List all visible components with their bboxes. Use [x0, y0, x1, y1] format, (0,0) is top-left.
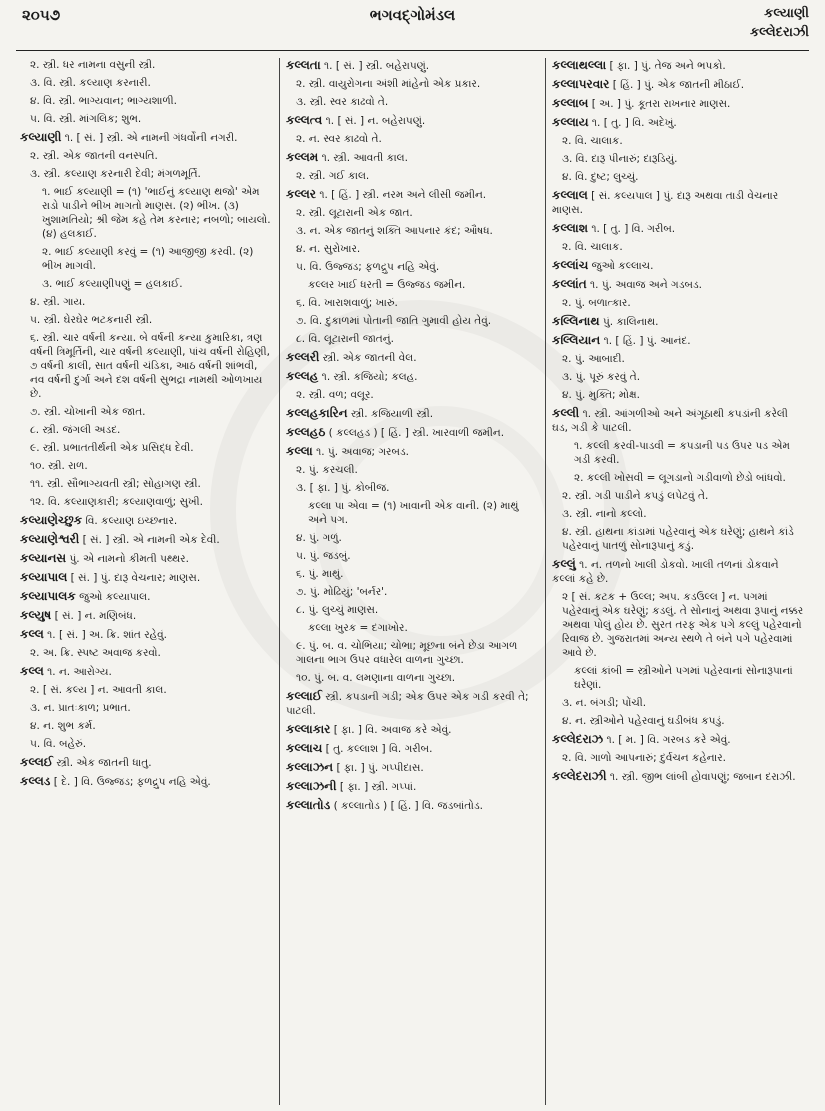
dictionary-entry: [20, 570, 273, 585]
entry-headword: કલ્લહકારિન: [286, 406, 348, 420]
entry-definition: ૧. [ સં. ] સ્ત્રી. બહેરાપણું.: [324, 60, 430, 72]
idiom-line: કલ્લર ખાઈ ધરતી = ઉજ્જડ જમીન.: [308, 279, 466, 291]
dictionary-entry: [552, 58, 805, 73]
entry-definition: [ સં. ] સ્ત્રી. એ નામની એક દેવી.: [82, 534, 220, 546]
sense-line: ૭. પું. મોઢિયું; 'બર્નર'.: [296, 586, 388, 598]
sense-line: ૫. વિ. બહેરું.: [30, 738, 87, 750]
entry-definition: ૧. સ્ત્રી. આવતી કાલ.: [321, 152, 408, 164]
idiom-line: ૧. ભાઈ કલ્યાણી = (૧) 'ભાઈનું કલ્યાણ થજો' એમ રાડો પાડીને ભીખ માગતો માણસ. (૨) ભીખ. (૩) ખુશામતિયો; શ્રી જેમ કહે તેમ કરનાર; નબળો; બાયલો. (૪) હલકાઈ.: [42, 186, 271, 240]
sense-line: ૩. ન. પ્રાતઃકાળ; પ્રભાત.: [30, 702, 131, 714]
dictionary-entry: [286, 58, 539, 73]
entry-headword: કલ્લાથલ્લા: [552, 58, 607, 72]
entry-definition: [ ફા. ] પું. ગપ્પીદાસ.: [336, 762, 424, 774]
entry-definition: [ સં. કલ્યપાલ ] પું. દારૂ અથવા તાડી વેચનાર માણસ.: [552, 190, 779, 216]
dictionary-entry: [552, 314, 805, 329]
dictionary-entry: [552, 115, 805, 130]
entry-definition: વિ. કલ્યાણ ઇચ્છનાર.: [85, 515, 178, 527]
sense-line: ૩. વિ. સ્ત્રી. કલ્યાણ કરનારી.: [30, 77, 151, 89]
entry-definition: [ હિં. ] પું. એક જાતની મીઠાઈ.: [612, 79, 745, 91]
entry-definition: જુઓ કલ્યાપાલ.: [79, 591, 151, 603]
dictionary-entry: [286, 760, 539, 775]
dictionary-entry: [552, 333, 805, 348]
entry-definition: ૧. [ તુ. ] વિ. ગરીબ.: [591, 223, 676, 235]
entry-headword: કલ્લાપરવાર: [552, 77, 610, 91]
dictionary-entry: [552, 258, 805, 273]
entry-definition: સ્ત્રી. કજિયાળી સ્ત્રી.: [350, 408, 434, 420]
dictionary-entry: [20, 551, 273, 566]
entry-definition: [ સં. ] પું. દારૂ વેચનાર; માણસ.: [70, 572, 201, 584]
sense-line: ૪. ન. સ્ત્રીઓને પહેરવાનું ઘડીબંધ કપડું.: [562, 715, 725, 727]
sense-line: ૩. પું. પૂરું કરવું તે.: [562, 371, 641, 383]
column-1: [14, 58, 279, 1105]
sense-line: ૯. પું. બ. વ. ચોભિયા; ચોભા; મૂછના બંને છેડા આગળ ગાલના ભાગ ઉપર વધારેલ વાળના ગુચ્છા.: [296, 640, 518, 666]
sense-line: ૬. પું. માથું.: [296, 568, 344, 580]
sense-line: ૨. પું. આબાદી.: [562, 353, 625, 365]
entry-definition: ૧. [ તુ. ] વિ. અદેખું.: [591, 117, 677, 129]
dictionary-entry: [552, 557, 805, 586]
entry-headword: કલ્લમ: [286, 150, 319, 164]
sense-line: ૩. ન. બંગડી; પોંચી.: [562, 697, 647, 709]
dictionary-entry: [286, 113, 539, 128]
guide-words: [750, 4, 809, 42]
entry-definition: ( કલ્લાતોડ ) [ હિં. ] વિ. જડબાંતોડ.: [333, 800, 483, 812]
sense-line: ૪. સ્ત્રી. ગાય.: [30, 296, 86, 308]
sense-line: ૨. સ્ત્રી. ગઈ કાલ.: [296, 170, 370, 182]
running-head-title: ભગવદ્ગોમંડલ: [369, 6, 456, 24]
dictionary-entry: [20, 755, 273, 770]
dictionary-entry: [552, 277, 805, 292]
sense-line: ૨. અ. ક્રિ. સ્પષ્ટ અવાજ કરવો.: [30, 647, 161, 659]
sense-line: ૨ [ સં. કટક + ઉલ્લ; અપ. કડઉલ્લ ] ન. પગમાં પહેરવાનું એક ઘરેણું; કડલું. તે સોનાનું અથવા રૂપાનું નક્કર અથવા પોલું હોય છે. સુરત તરફ એક પગે કલ્લું પહેરવાનો રિવાજ છે. ગુજરાતમાં અન્ય સ્થળે તે બંને પગે પહેરવામાં આવે છે.: [562, 591, 804, 659]
entry-definition: ૧. [ સં. ] સ્ત્રી. એ નામની ગંધર્વોની નગરી.: [64, 132, 238, 144]
entry-definition: ૧. [ સં. ] ન. બહેરાપણું.: [325, 115, 426, 127]
guide-word-last: કલ્લેદરાઝી: [749, 25, 809, 40]
sense-line: ૩. [ ફા. ] પું. કોબીજ.: [296, 482, 390, 494]
entry-headword: કલ્લહ: [286, 369, 319, 383]
idiom-line: ૨. ભાઈ કલ્યાણી કરવું = (૧) આજીજી કરવી. (૨) ભીખ માગવી.: [42, 246, 254, 272]
sense-line: ૨. ન. સ્વર કાઢવો તે.: [296, 133, 382, 145]
entry-headword: કલ્લા: [286, 444, 313, 458]
sense-line: ૪. વિ. દુષ્ટ; લુચ્ચું.: [562, 171, 639, 183]
dictionary-entry: [286, 779, 539, 794]
entry-headword: કલ્લ: [20, 627, 44, 641]
entry-headword: કલ્લેદરાઝ: [552, 732, 604, 746]
sense-line: ૪. પું. ગળું.: [296, 532, 342, 544]
sense-line: ૨. વિ. ગાળો આપનારું; દુર્વચન કહેનાર.: [562, 752, 726, 764]
sense-line: ૨. સ્ત્રી. એક જાતની વનસ્પતિ.: [30, 150, 158, 162]
sense-line: ૮. સ્ત્રી. જંગલી અડદ.: [30, 424, 121, 436]
dictionary-entry: [286, 444, 539, 459]
entry-headword: કલ્લ: [20, 664, 44, 678]
entry-headword: કલ્લત્વ: [286, 113, 323, 127]
dictionary-entry: [286, 187, 539, 202]
dictionary-entry: [20, 532, 273, 547]
sense-line: ૨. પું. કરચલી.: [296, 464, 358, 476]
entry-headword: કલ્લેદરાઝી: [552, 769, 607, 783]
dictionary-entry: [20, 608, 273, 623]
entry-headword: કલ્લાંત: [552, 277, 587, 291]
entry-definition: ૧. પું. અવાજ; ગરબડ.: [316, 446, 410, 458]
sense-line: ૬. સ્ત્રી. ચાર વર્ષની કન્યા. બે વર્ષની કન્યા કુમારિકા, ત્રણ વર્ષની ત્રિમૂર્તિની, ચાર વર્ષની કલ્યાણી, પાંચ વર્ષની રોહિણી, ૭ વર્ષની કાલી, સાત વર્ષની ચંડિકા, આઠ વર્ષની શાંભવી, નવ વર્ષની દુર્ગા અને દશ વર્ષની સુભદ્રા નામથી ઓળખાય છે.: [30, 332, 270, 400]
entry-headword: કલ્લતા: [286, 58, 321, 72]
entry-headword: કલ્લહઠ: [286, 425, 326, 439]
sense-line: ૨. સ્ત્રી. ગડી પાડીને કપડું લપેટવું તે.: [562, 490, 709, 502]
dictionary-entry: [286, 741, 539, 756]
dictionary-entry: [286, 406, 539, 421]
entry-definition: સ્ત્રી. કપડાની ગડી; એક ઉપર એક ગડી કરવી તે; પાટલી.: [286, 691, 529, 717]
sense-line: ૨. વિ. ચાલાક.: [562, 241, 623, 253]
dictionary-entry: [286, 150, 539, 165]
entry-definition: ૧. સ્ત્રી. જીભ લાંબી હોવાપણું; જબાન દરાઝી.: [609, 771, 796, 783]
sense-line: ૨. વિ. ચાલાક.: [562, 135, 623, 147]
entry-headword: કલ્યુષ: [20, 608, 52, 622]
dictionary-entry: [552, 221, 805, 236]
entry-headword: કલ્લાય: [552, 115, 589, 129]
entry-headword: કલ્લિનાથ: [552, 314, 600, 328]
entry-headword: કલ્લાઈ: [286, 689, 322, 703]
dictionary-entry: [552, 96, 805, 111]
dictionary-entry: [20, 664, 273, 679]
entry-definition: સ્ત્રી. એક જાતની ધાતુ.: [56, 757, 152, 769]
entry-headword: કલ્યાણી: [20, 130, 62, 144]
sense-line: ૧૧. સ્ત્રી. સૌભાગ્યવતી સ્ત્રી; સોહાગણ સ્ત્રી.: [30, 478, 201, 490]
entry-headword: કલ્લરી: [286, 350, 320, 364]
entry-headword: કલ્યાણેચ્છુક: [20, 513, 83, 527]
entry-headword: કલ્યાપાલક: [20, 589, 76, 603]
entry-headword: કલ્લાશ: [552, 221, 588, 235]
entry-definition: [ તુ. કલ્લાશ ] વિ. ગરીબ.: [325, 743, 433, 755]
entry-headword: કલ્લાઝની: [286, 779, 337, 793]
dictionary-entry: [20, 513, 273, 528]
sense-line: ૩. ન. એક જાતનું શક્તિ આપનાર કંદ; ઔષધ.: [296, 225, 493, 237]
entry-definition: ૧. ન. તળનો ખાલી ડોકવો. ખાલી તળનાં ડોકવાને કલ્લાં કહે છે.: [552, 559, 779, 585]
entry-definition: સ્ત્રી. એક જાતની વેલ.: [322, 352, 417, 364]
entry-definition: જુઓ કલ્લાચ.: [591, 260, 654, 272]
entry-definition: ( કલ્લહડ ) [ હિં. ] સ્ત્રી. ખારવાળી જમીન.: [328, 427, 505, 439]
sense-line: ૨. સ્ત્રી. વળ; વલૂર.: [296, 389, 374, 401]
entry-definition: ૧. [ સં. ] અ. ક્રિ. શાંત રહેવું.: [47, 629, 167, 641]
sense-line: ૩. સ્ત્રી. કલ્યાણ કરનારી દેવી; મંગળમૂર્તિ.: [30, 168, 201, 180]
dictionary-entry: [552, 406, 805, 435]
entry-definition: [ ફા. ] સ્ત્રી. ગપ્પાં.: [339, 781, 417, 793]
dictionary-entry: [552, 769, 805, 784]
sense-line: ૪. ન. શુભ કર્મ.: [30, 720, 96, 732]
entry-headword: કલ્યાપાલ: [20, 570, 68, 584]
entry-definition: ૧. [ હિં. ] પું. આનંદ.: [603, 335, 691, 347]
sense-line: ૩. વિ. દારૂ પીનારું; દારૂડિયું.: [562, 153, 678, 165]
idiom-line: કલ્લાં કાંબી = સ્ત્રીઓને પગમાં પહેરવાનાં સોનારૂપાનાં ઘરેણાં.: [574, 665, 793, 691]
entry-definition: પું. એ નામનો કીમતી પથ્થર.: [69, 553, 189, 565]
entry-headword: કલ્લાંચ: [552, 258, 589, 272]
sense-line: ૨. [ સં. કલ્ય ] ન. આવતી કાલ.: [30, 684, 167, 696]
entry-headword: કલ્લાલ: [552, 188, 588, 202]
entry-headword: કલ્લાબ: [552, 96, 589, 110]
idiom-line: કલ્લા પા એવા = (૧) ખાવાની એક વાની. (૨) માથું અને પગ.: [308, 500, 519, 526]
page-header: [0, 0, 825, 58]
entry-definition: પું. કાલિનાથ.: [602, 316, 659, 328]
entry-headword: કલ્યાણેશ્વરી: [20, 532, 80, 546]
dictionary-columns: [14, 58, 811, 1105]
sense-line: ૯. સ્ત્રી. પ્રભાતતીર્થની એક પ્રસિદ્ધ દેવી.: [30, 442, 194, 454]
sense-line: ૬. વિ. ખારાશવાળું; ખારું.: [296, 297, 398, 309]
dictionary-entry: [20, 627, 273, 642]
sense-line: ૨. સ્ત્રી. લૂટારાની એક જાત.: [296, 207, 413, 219]
sense-line: ૧૦. પું. બ. વ. લમણાના વાળના ગુચ્છા.: [296, 672, 456, 684]
dictionary-entry: [552, 188, 805, 217]
entry-definition: [ ફા. ] પું. તેજ અને ભપકો.: [609, 60, 726, 72]
entry-definition: ૧. ન. આરોગ્ય.: [47, 666, 112, 678]
entry-headword: કલ્લડ: [20, 774, 51, 788]
entry-definition: [ દે. ] વિ. ઉજ્જડ; ફળદ્રુપ નહિ એવું.: [53, 776, 211, 788]
sense-line: ૫. વિ. સ્ત્રી. માંગલિક; શુભ.: [30, 113, 142, 125]
sense-line: ૪. ન. સુરોખાર.: [296, 243, 361, 255]
dictionary-entry: [286, 689, 539, 718]
entry-headword: કલ્લઈ: [20, 755, 54, 769]
guide-word-first: કલ્યાણી: [764, 6, 809, 21]
entry-definition: ૧. સ્ત્રી. કજિયો; કલહ.: [321, 371, 418, 383]
sense-line: ૩. સ્ત્રી. નાનો કલ્લો.: [562, 508, 647, 520]
idiom-line: ૨. કલ્લી ખોસવી = લૂગડાનો ગડીવાળો છેડો બાંધવો.: [574, 472, 786, 484]
sense-line: ૪. વિ. સ્ત્રી. ભાગ્યવાન; ભાગ્યશાળી.: [30, 95, 178, 107]
entry-definition: ૧. [ મ. ] વિ. ગરબડ કરે એવું.: [606, 734, 731, 746]
dictionary-entry: [20, 589, 273, 604]
page-number: ૨૦૫૭: [22, 6, 61, 24]
sense-line: ૭. સ્ત્રી. ચોખાની એક જાત.: [30, 406, 146, 418]
entry-definition: ૧. સ્ત્રી. આંગળીઓ અને અંગૂઠાથી કપડાંની કરેલી ઘડ, ગડી કે પાટલી.: [552, 408, 788, 434]
entry-headword: કલ્લાકાર: [286, 722, 331, 736]
entry-definition: [ ફા. ] વિ. અવાજ કરે એવું.: [333, 724, 452, 736]
entry-headword: કલ્લાઝન: [286, 760, 334, 774]
sense-line: ૮. વિ. લૂટારાની જાતનું.: [296, 333, 394, 345]
dictionary-entry: [20, 774, 273, 789]
entry-headword: કલ્યાનસ: [20, 551, 67, 565]
idiom-line: ૩. ભાઈ કલ્યાણીપણું = હલકાઈ.: [42, 278, 183, 290]
entry-headword: કલ્લી: [552, 406, 580, 420]
entry-headword: કલ્લર: [286, 187, 316, 201]
sense-line: ૨. પું. બળાત્કાર.: [562, 297, 631, 309]
sense-line: ૮. પું. લુચ્ચું માણસ.: [296, 604, 379, 616]
entry-headword: કલ્લાચ: [286, 741, 323, 755]
sense-line: ૫. પું. જડબું.: [296, 550, 351, 562]
dictionary-entry: [20, 130, 273, 145]
header-rule: [16, 50, 809, 51]
column-3: [545, 58, 811, 1105]
entry-definition: [ સં. ] ન. મણિબંધ.: [54, 610, 137, 622]
entry-definition: ૧. પું. અવાજ અને ગડબડ.: [590, 279, 703, 291]
entry-headword: કલ્લાતોડ: [286, 798, 331, 812]
dictionary-entry: [286, 425, 539, 440]
sense-line: ૫. સ્ત્રી. ઘેરઘેર ભટકનારી સ્ત્રી.: [30, 314, 153, 326]
dictionary-entry: [286, 722, 539, 737]
entry-headword: કલ્લું: [552, 557, 576, 571]
sense-line: ૭. વિ. દુકાળમાં પોતાની જાતિ ગુમાવી હોય તેવું.: [296, 315, 492, 327]
dictionary-entry: [552, 77, 805, 92]
idiom-line: કલ્લા ખુરક = દગાખોર.: [308, 622, 408, 634]
sense-line: ૧૦. સ્ત્રી. રાળ.: [30, 460, 88, 472]
entry-definition: ૧. [ હિં. ] સ્ત્રી. નરમ અને લીસી જમીન.: [319, 189, 487, 201]
sense-line: ૫. વિ. ઉજ્જડ; ફળદ્રુપ નહિ એવું.: [296, 261, 440, 273]
entry-definition: [ અ. ] પું. કૂતરા રાખનાર માણસ.: [591, 98, 731, 110]
dictionary-entry: [286, 798, 539, 813]
sense-line: ૪. સ્ત્રી. હાથના કાંડામાં પહેરવાનું એક ઘરેણું; હાથને કાંડે પહેરવાનું પાતળું સોનારૂપાનું કડું.: [562, 526, 794, 552]
entry-headword: કલ્લિયાન: [552, 333, 601, 347]
sense-line: ૪. પું. મુક્તિ; મોક્ષ.: [562, 389, 640, 401]
column-2: [279, 58, 545, 1105]
sense-line: ૨. સ્ત્રી. વાયુરોગના અંશી માંહેનો એક પ્રકાર.: [296, 78, 481, 90]
sense-line: ૨. સ્ત્રી. ધર નામના વસુની સ્ત્રી.: [30, 59, 156, 71]
sense-line: ૧૨. વિ. કલ્યાણકારી; કલ્યાણવાળું; સુખી.: [30, 496, 203, 508]
sense-line: ૩. સ્ત્રી. સ્વર કાઢવો તે.: [296, 96, 389, 108]
dictionary-entry: [552, 732, 805, 747]
idiom-line: ૧. કલ્લી કરવી-પાડવી = કપડાની પડ ઉપર પડ એમ ગડી કરવી.: [574, 440, 790, 466]
dictionary-entry: [286, 369, 539, 384]
dictionary-entry: [286, 350, 539, 365]
